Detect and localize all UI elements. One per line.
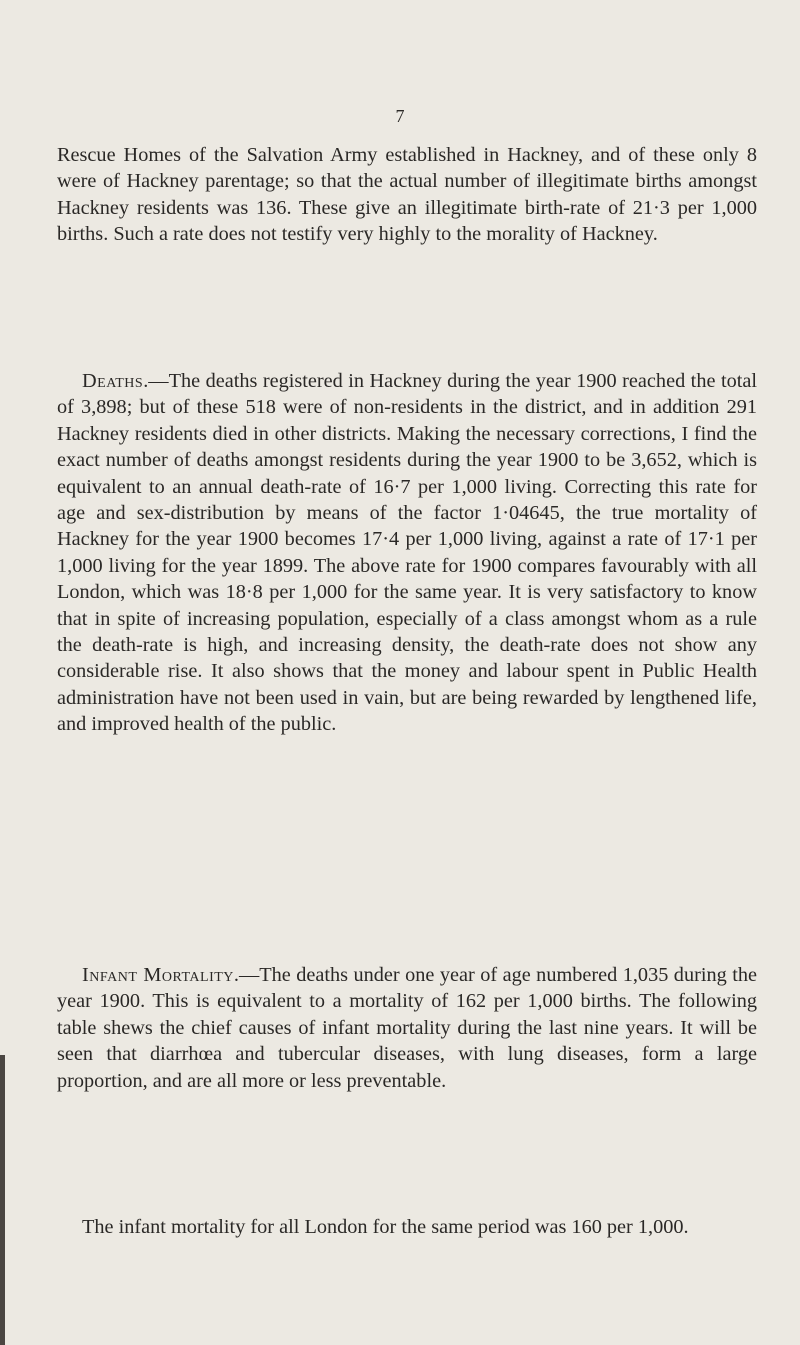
paragraph-rescue-homes — [57, 142, 757, 248]
section-heading-infant-mortality: Infant Mortality — [82, 964, 234, 986]
paragraph-text: .—The deaths under one year of age numbered 1,035 during the year 1900. This is equivalent to a mortality of 162 per 1,000 births. The following table shews the chief causes of infant mortality during the last nine years. It will be seen that diarrhœa and tubercular diseases, with lung diseases, form a large proportion, and are all more or less preventable. — [57, 964, 757, 1092]
section-heading-deaths: Deaths — [82, 370, 144, 392]
paragraph-text: The infant mortality for all London for the same period was 160 per 1,000. — [82, 1216, 689, 1238]
paragraph-london-infant-mortality — [57, 1214, 757, 1240]
paragraph-deaths — [57, 368, 757, 738]
paragraph-text: .—The deaths registered in Hackney during the year 1900 reached the total of 3,898; but of these 518 were of non-residents in the district, and in addition 291 Hackney residents died in other districts. Making the necessary corrections, I find the exact number of deaths amongst residents during the year 1900 to be 3,652, which is equivalent to an annual death-rate of 16·7 per 1,000 living. Correcting this rate for age and sex-distribution by means of the factor 1·04645, the true mortality of Hackney for the year 1900 becomes 17·4 per 1,000 living, against a rate of 17·1 per 1,000 living for the year 1899. The above rate for 1900 compares favourably with all London, which was 18·8 per 1,000 for the same year. It is very satisfactory to know that in spite of increasing population, especially of a class amongst whom as a rule the death-rate is high, and increasing density, the death-rate does not show any considerable rise. It also shows that the money and labour spent in Public Health administration have not been used in vain, but are being rewarded by lengthened life, and improved health of the public. — [57, 370, 757, 736]
scan-edge-shadow — [0, 1055, 5, 1345]
paragraph-text: Rescue Homes of the Salvation Army established in Hackney, and of these only 8 were of Hackney parentage; so that the actual number of illegitimate births amongst Hackney residents was 136. These give an illegitimate birth-rate of 21·3 per 1,000 births. Such a rate does not testify very highly to the morality of Hackney. — [57, 144, 757, 246]
paragraph-infant-mortality — [57, 962, 757, 1094]
page-number: 7 — [395, 106, 405, 126]
